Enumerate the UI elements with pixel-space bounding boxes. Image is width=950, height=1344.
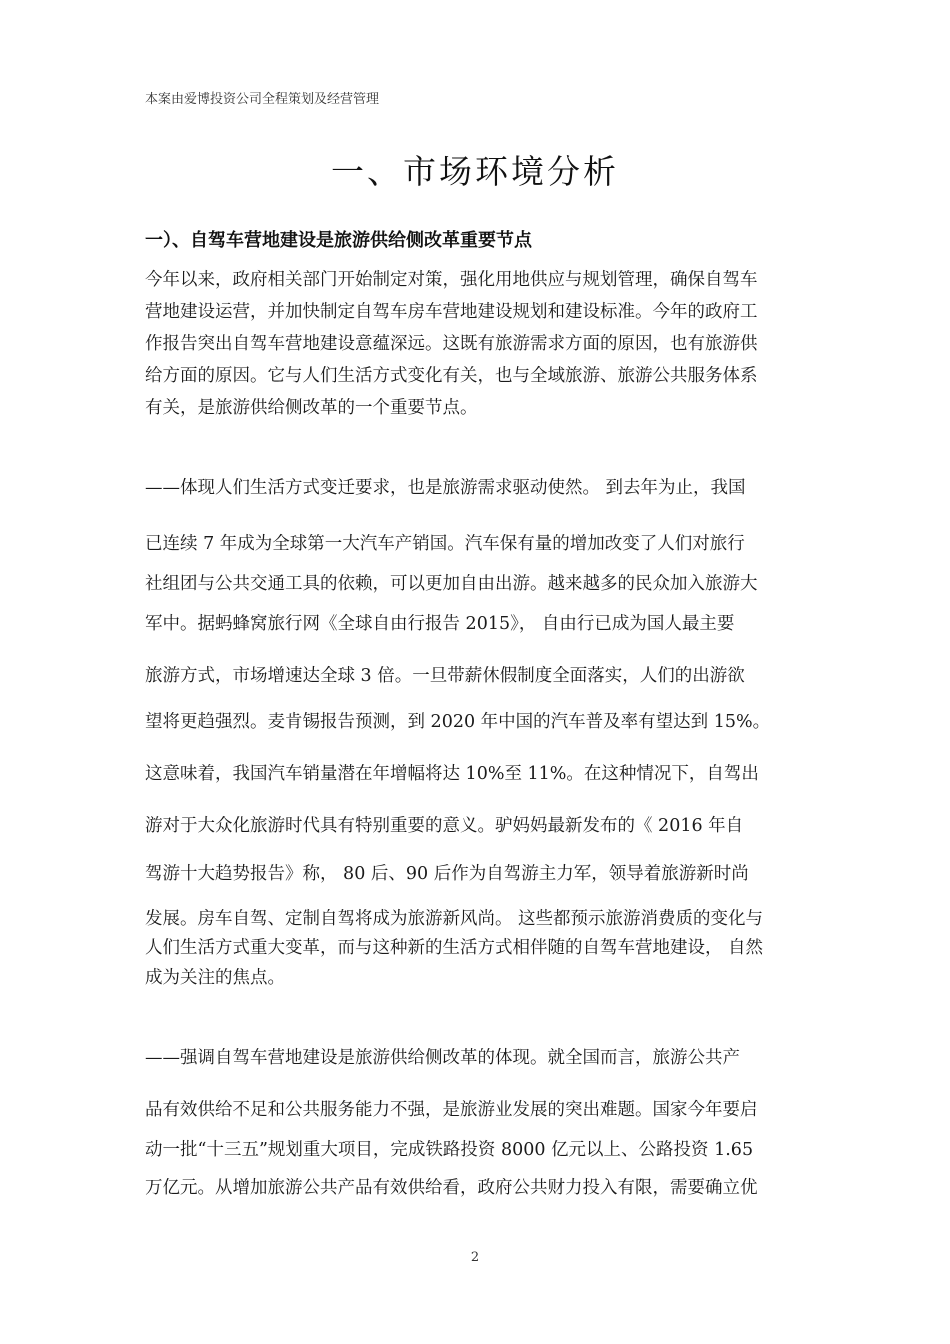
- header-note: 本案由爱博投资公司全程策划及经营管理: [145, 92, 380, 107]
- page-title: 一、市场环境分析: [331, 152, 619, 191]
- paragraph2-line: 军中。据蚂蜂窝旅行网《全球自由行报告 2015》， 自由行已成为国人最主要: [145, 614, 735, 634]
- paragraph2-line: 发展。房车自驾、定制自驾将成为旅游新风尚。 这些都预示旅游消费质的变化与: [145, 909, 764, 929]
- paragraph1-line: 作报告突出自驾车营地建设意蕴深远。这既有旅游需求方面的原因，也有旅游供: [145, 334, 758, 354]
- paragraph2-line: ——体现人们生活方式变迁要求，也是旅游需求驱动使然。 到去年为止，我国: [145, 478, 746, 498]
- paragraph2-line: 成为关注的焦点。: [145, 968, 285, 988]
- paragraph2-line: 望将更趋强烈。麦肯锡报告预测，到 2020 年中国的汽车普及率有望达到 15%。: [145, 712, 771, 732]
- page-number: 2: [470, 1250, 480, 1265]
- paragraph1-line: 有关，是旅游供给侧改革的一个重要节点。: [145, 398, 478, 418]
- paragraph2-line: 游对于大众化旅游时代具有特别重要的意义。驴妈妈最新发布的《 2016 年自: [145, 816, 744, 836]
- paragraph1-line: 营地建设运营，并加快制定自驾车房车营地建设规划和建设标准。今年的政府工: [145, 302, 758, 322]
- paragraph1-line: 今年以来，政府相关部门开始制定对策，强化用地供应与规划管理，确保自驾车: [145, 270, 758, 290]
- paragraph2-line: 人们生活方式重大变革，而与这种新的生活方式相伴随的自驾车营地建设， 自然: [145, 938, 764, 958]
- paragraph2-line: 这意味着，我国汽车销量潜在年增幅将达 10%至 11%。在这种情况下，自驾出: [145, 764, 759, 784]
- paragraph3-line: 品有效供给不足和公共服务能力不强，是旅游业发展的突出难题。国家今年要启: [145, 1100, 758, 1120]
- paragraph3-line: ——强调自驾车营地建设是旅游供给侧改革的体现。就全国而言，旅游公共产: [145, 1048, 740, 1068]
- paragraph1-line: 给方面的原因。它与人们生活方式变化有关，也与全域旅游、旅游公共服务体系: [145, 366, 758, 386]
- paragraph2-line: 社组团与公共交通工具的依赖，可以更加自由出游。越来越多的民众加入旅游大: [145, 574, 758, 594]
- section-heading: 一）、自驾车营地建设是旅游供给侧改革重要节点: [145, 230, 532, 251]
- paragraph2-line: 旅游方式，市场增速达全球 3 倍。一旦带薪休假制度全面落实，人们的出游欲: [145, 666, 745, 686]
- paragraph2-line: 驾游十大趋势报告》称， 80 后、90 后作为自驾游主力军，领导着旅游新时尚: [145, 864, 749, 884]
- paragraph2-line: 已连续 7 年成为全球第一大汽车产销国。汽车保有量的增加改变了人们对旅行: [145, 534, 745, 554]
- paragraph3-line: 动一批“十三五”规划重大项目，完成铁路投资 8000 亿元以上、公路投资 1.65: [145, 1140, 754, 1160]
- paragraph3-line: 万亿元。从增加旅游公共产品有效供给看，政府公共财力投入有限，需要确立优: [145, 1178, 758, 1198]
